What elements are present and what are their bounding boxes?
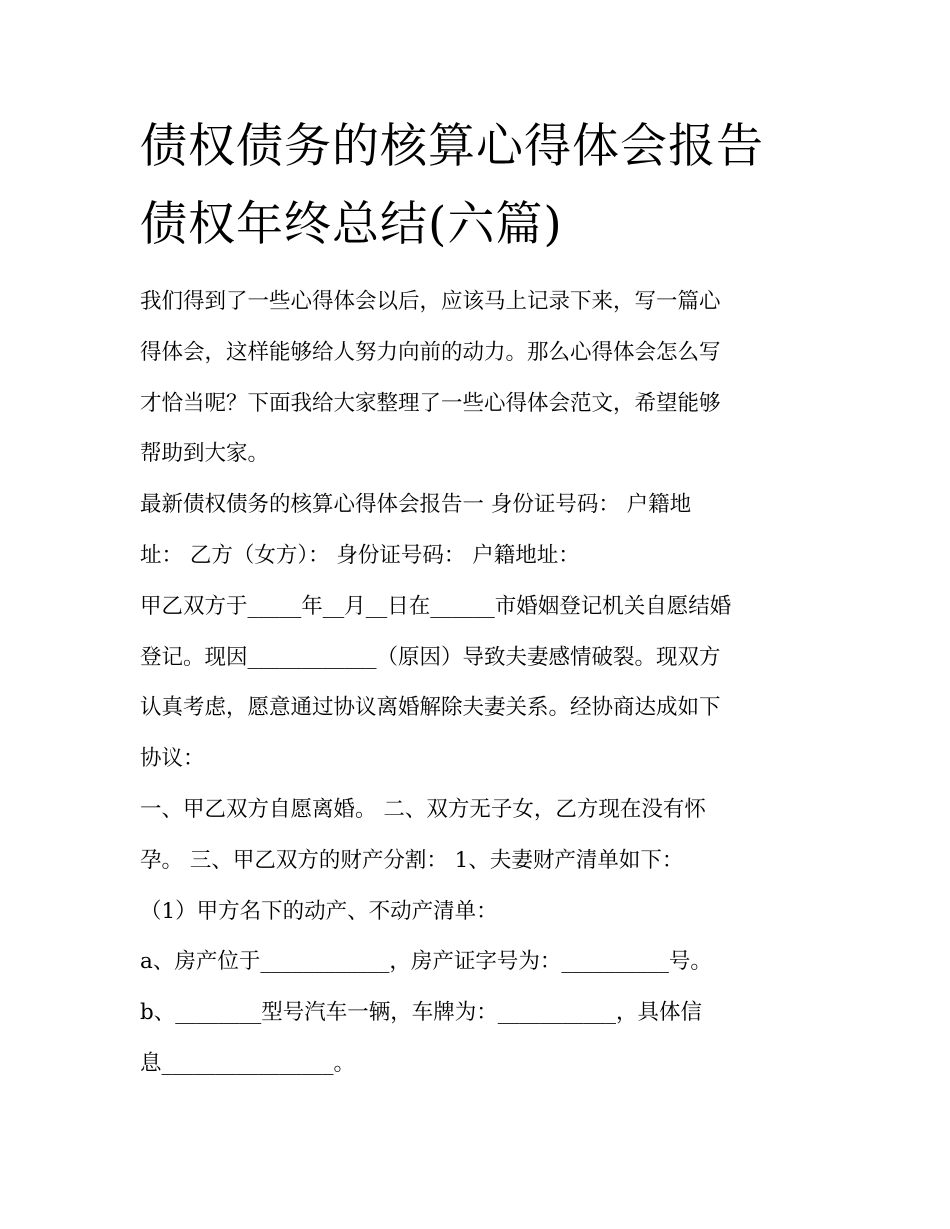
text-line: 息________________。 [140, 1050, 356, 1076]
text-line: （1）甲方名下的动产、不动产清单： [140, 898, 498, 924]
text-line: 登记。现因____________（原因）导致夫妻感情破裂。现双方 [140, 644, 721, 670]
text-line: 协议： [140, 746, 205, 772]
text-line: 孕。 三、甲乙双方的财产分割： 1、夫妻财产清单如下： [140, 847, 684, 873]
text-line: 甲乙双方于_____年__月__日在______市婚姻登记机关自愿结婚 [140, 593, 732, 619]
paragraph-marriage [140, 582, 820, 785]
title-line-1: 债权债务的核算心得体会报告 [140, 119, 764, 174]
text-line: 一、甲乙双方自愿离婚。 二、双方无子女，乙方现在没有怀 [140, 796, 706, 822]
paragraph-property-list-heading [140, 887, 820, 938]
text-line: 我们得到了一些心得体会以后，应该马上记录下来，写一篇心 [140, 289, 721, 314]
document-title [140, 108, 820, 264]
title-line-2: 债权年终总结(六篇) [140, 197, 563, 252]
paragraph-item-a [140, 937, 820, 988]
text-line: 最新债权债务的核算心得体会报告一 身份证号码： 户籍地 [140, 492, 692, 518]
text-line: b、________型号汽车一辆，车牌为：___________，具体信 [140, 1000, 703, 1026]
paragraph-intro [140, 277, 820, 480]
paragraph-item-b [140, 988, 820, 1090]
text-line: 址： 乙方（女方）： 身份证号码： 户籍地址： [140, 542, 580, 568]
text-line: 才恰当呢？下面我给大家整理了一些心得体会范文，希望能够 [140, 390, 721, 416]
text-line: 认真考虑，愿意通过协议离婚解除夫妻关系。经协商达成如下 [140, 695, 721, 721]
text-line: a、房产位于____________，房产证字号为：__________号。 [140, 949, 712, 975]
document-body [140, 277, 820, 1090]
text-line: 得体会，这样能够给人努力向前的动力。那么心得体会怎么写 [140, 339, 721, 365]
paragraph-agreement-terms [140, 785, 820, 887]
text-line: 帮助到大家。 [140, 441, 270, 467]
paragraph-report-heading [140, 480, 820, 582]
